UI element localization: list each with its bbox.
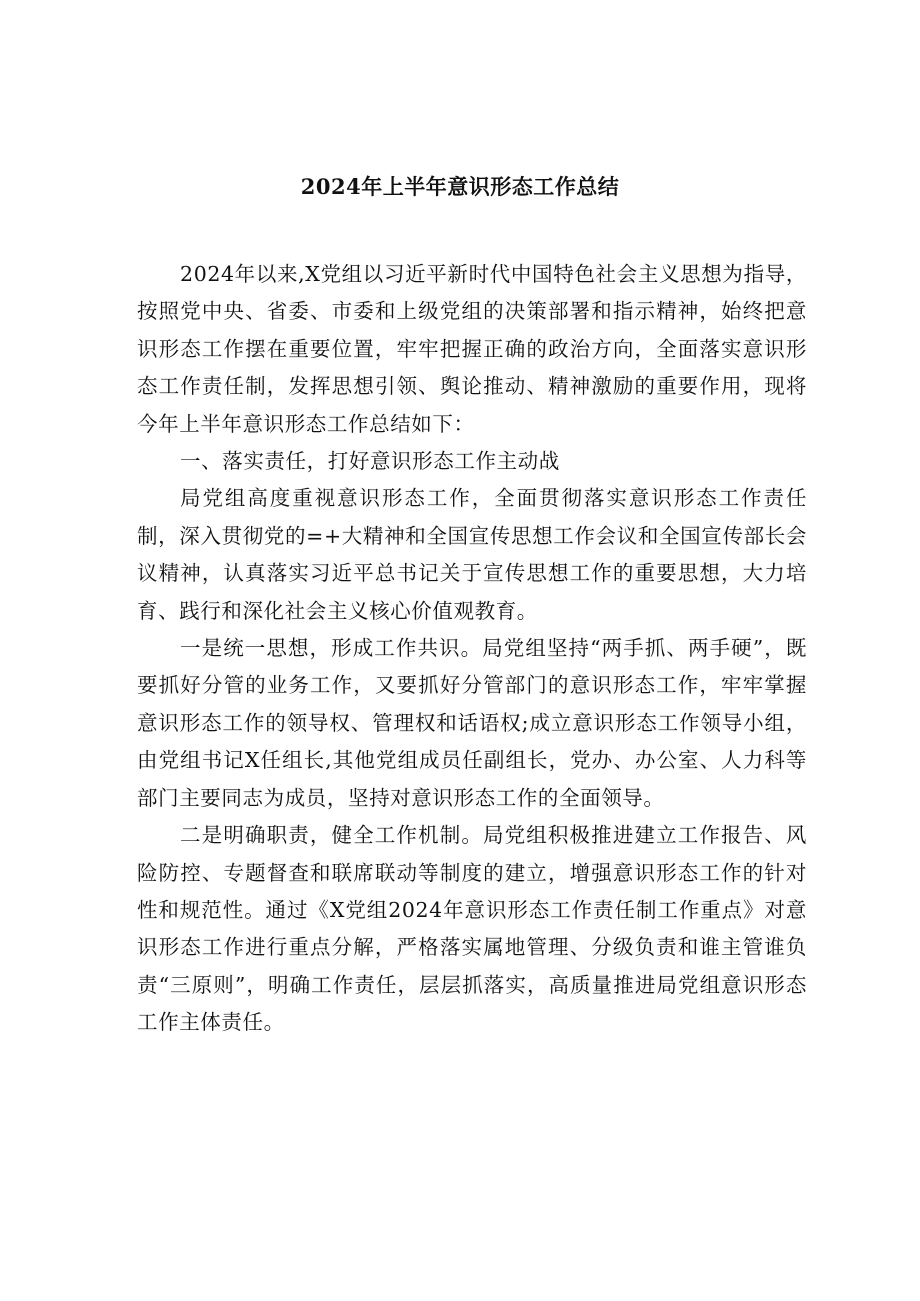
paragraph-point-1: 一是统一思想，形成工作共识。局党组坚持“两手抓、两手硬”，既要抓好分管的业务工作，又要抓好分管部门的意识形态工作，牢牢掌握意识形态工作的领导权、管理权和话语权;成立意识形态工作领导小组，由党组书记X任组长,其他党组成员任副组长，党办、办公室、人力科等部门主要同志为成员，坚持对意识形态工作的全面领导。 xyxy=(137,636,807,810)
document-body xyxy=(137,256,807,1042)
document-title: 2024年上半年意识形态工作总结 xyxy=(300,174,620,199)
paragraph-intro: 2024年以来,X党组以习近平新时代中国特色社会主义思想为指导，按照党中央、省委、市委和上级党组的决策部署和指示精神，始终把意识形态工作摆在重要位置，牢牢把握正确的政治方向，全面落实意识形态工作责任制，发挥思想引领、舆论推动、精神激励的重要作用，现将今年上半年意识形态工作总结如下： xyxy=(137,262,807,436)
paragraph-section-1: 局党组高度重视意识形态工作，全面贯彻落实意识形态工作责任制，深入贯彻党的=+大精神和全国宣传思想工作会议和全国宣传部长会议精神，认真落实习近平总书记关于宣传思想工作的重要思想，大力培育、践行和深化社会主义核心价值观教育。 xyxy=(137,486,807,623)
paragraph-point-2: 二是明确职责，健全工作机制。局党组积极推进建立工作报告、风险防控、专题督查和联席联动等制度的建立，增强意识形态工作的针对性和规范性。通过《X党组2024年意识形态工作责任制工作重点》对意识形态工作进行重点分解，严格落实属地管理、分级负责和谁主管谁负责“三原则”，明确工作责任，层层抓落实，高质量推进局党组意识形态工作主体责任。 xyxy=(137,823,807,1035)
section-heading-1: 一、落实责任，打好意识形态工作主动战 xyxy=(180,449,560,474)
